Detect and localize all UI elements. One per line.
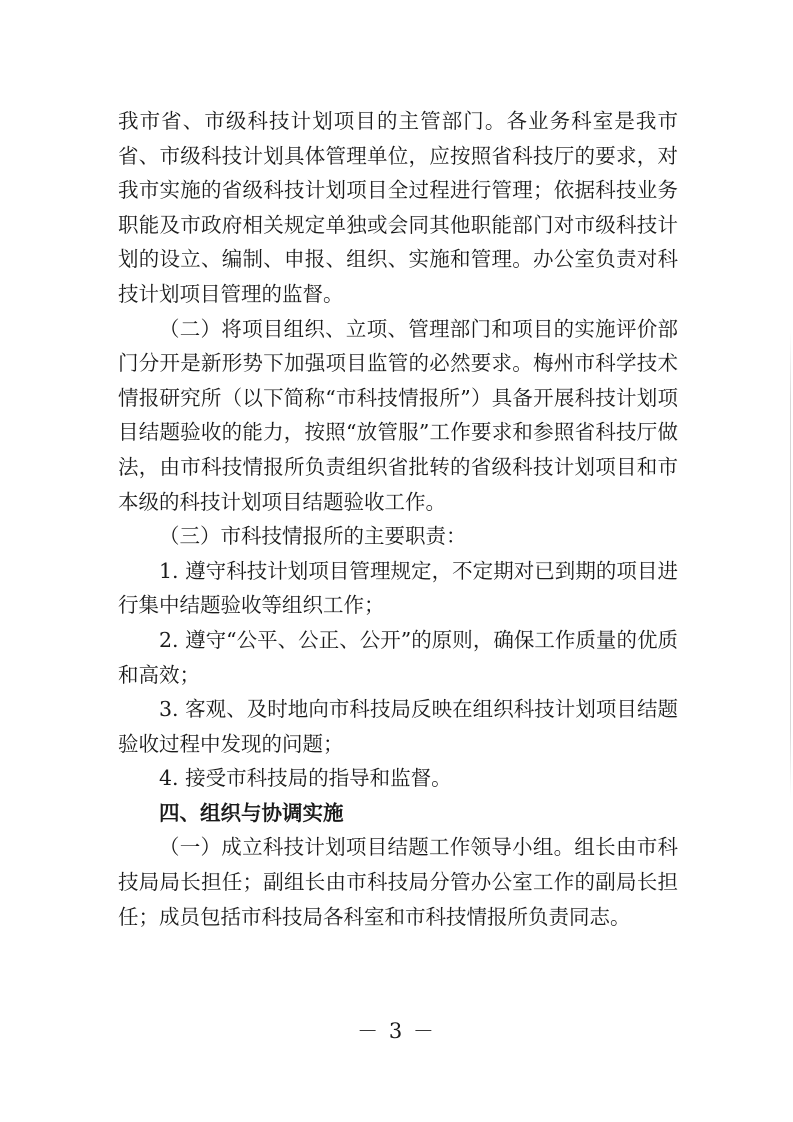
page-number: － 3 － bbox=[357, 1019, 436, 1043]
paragraph-continuation: 我市省、市级科技计划项目的主管部门。各业务科室是我市省、市级科技计划具体管理单位，应按照省科技厅的要求，对我市实施的省级科技计划项目全过程进行管理；依据科技业务职能及市政府相关规定单独或会同其他职能部门对市级科技计划的设立、编制、申报、组织、实施和管理。办公室负责对科技计划项目管理的监督。 bbox=[118, 109, 678, 306]
list-item-3: 3. 客观、及时地向市科技局反映在组织科技计划项目结题验收过程中发现的问题； bbox=[118, 697, 678, 756]
document-body bbox=[118, 104, 678, 934]
list-item-4: 4. 接受市科技局的指导和监督。 bbox=[159, 766, 452, 791]
paragraph-section-3: （三）市科技情报所的主要职责： bbox=[159, 524, 467, 549]
paragraph-section-2: （二）将项目组织、立项、管理部门和项目的实施评价部门分开是新形势下加强项目监管的必然要求。梅州市科学技术情报研究所（以下简称“市科技情报所”）具备开展科技计划项目结题验收的能力，按照“放管服”工作要求和参照省科技厅做法，由市科技情报所负责组织省批转的省级科技计划项目和市本级的科技计划项目结题验收工作。 bbox=[118, 316, 678, 514]
list-item-2: 2. 遵守“公平、公正、公开”的原则，确保工作质量的优质和高效； bbox=[118, 627, 678, 687]
scan-edge-line bbox=[790, 330, 791, 800]
section-heading-4: 四、组织与协调实施 bbox=[159, 800, 344, 825]
paragraph-section-4-1: （一）成立科技计划项目结题工作领导小组。组长由市科技局局长担任；副组长由市科技局分管办公室工作的副局长担任；成员包括市科技局各科室和市科技情报所负责同志。 bbox=[118, 835, 678, 929]
list-item-1: 1. 遵守科技计划项目管理规定，不定期对已到期的项目进行集中结题验收等组织工作； bbox=[118, 558, 678, 618]
